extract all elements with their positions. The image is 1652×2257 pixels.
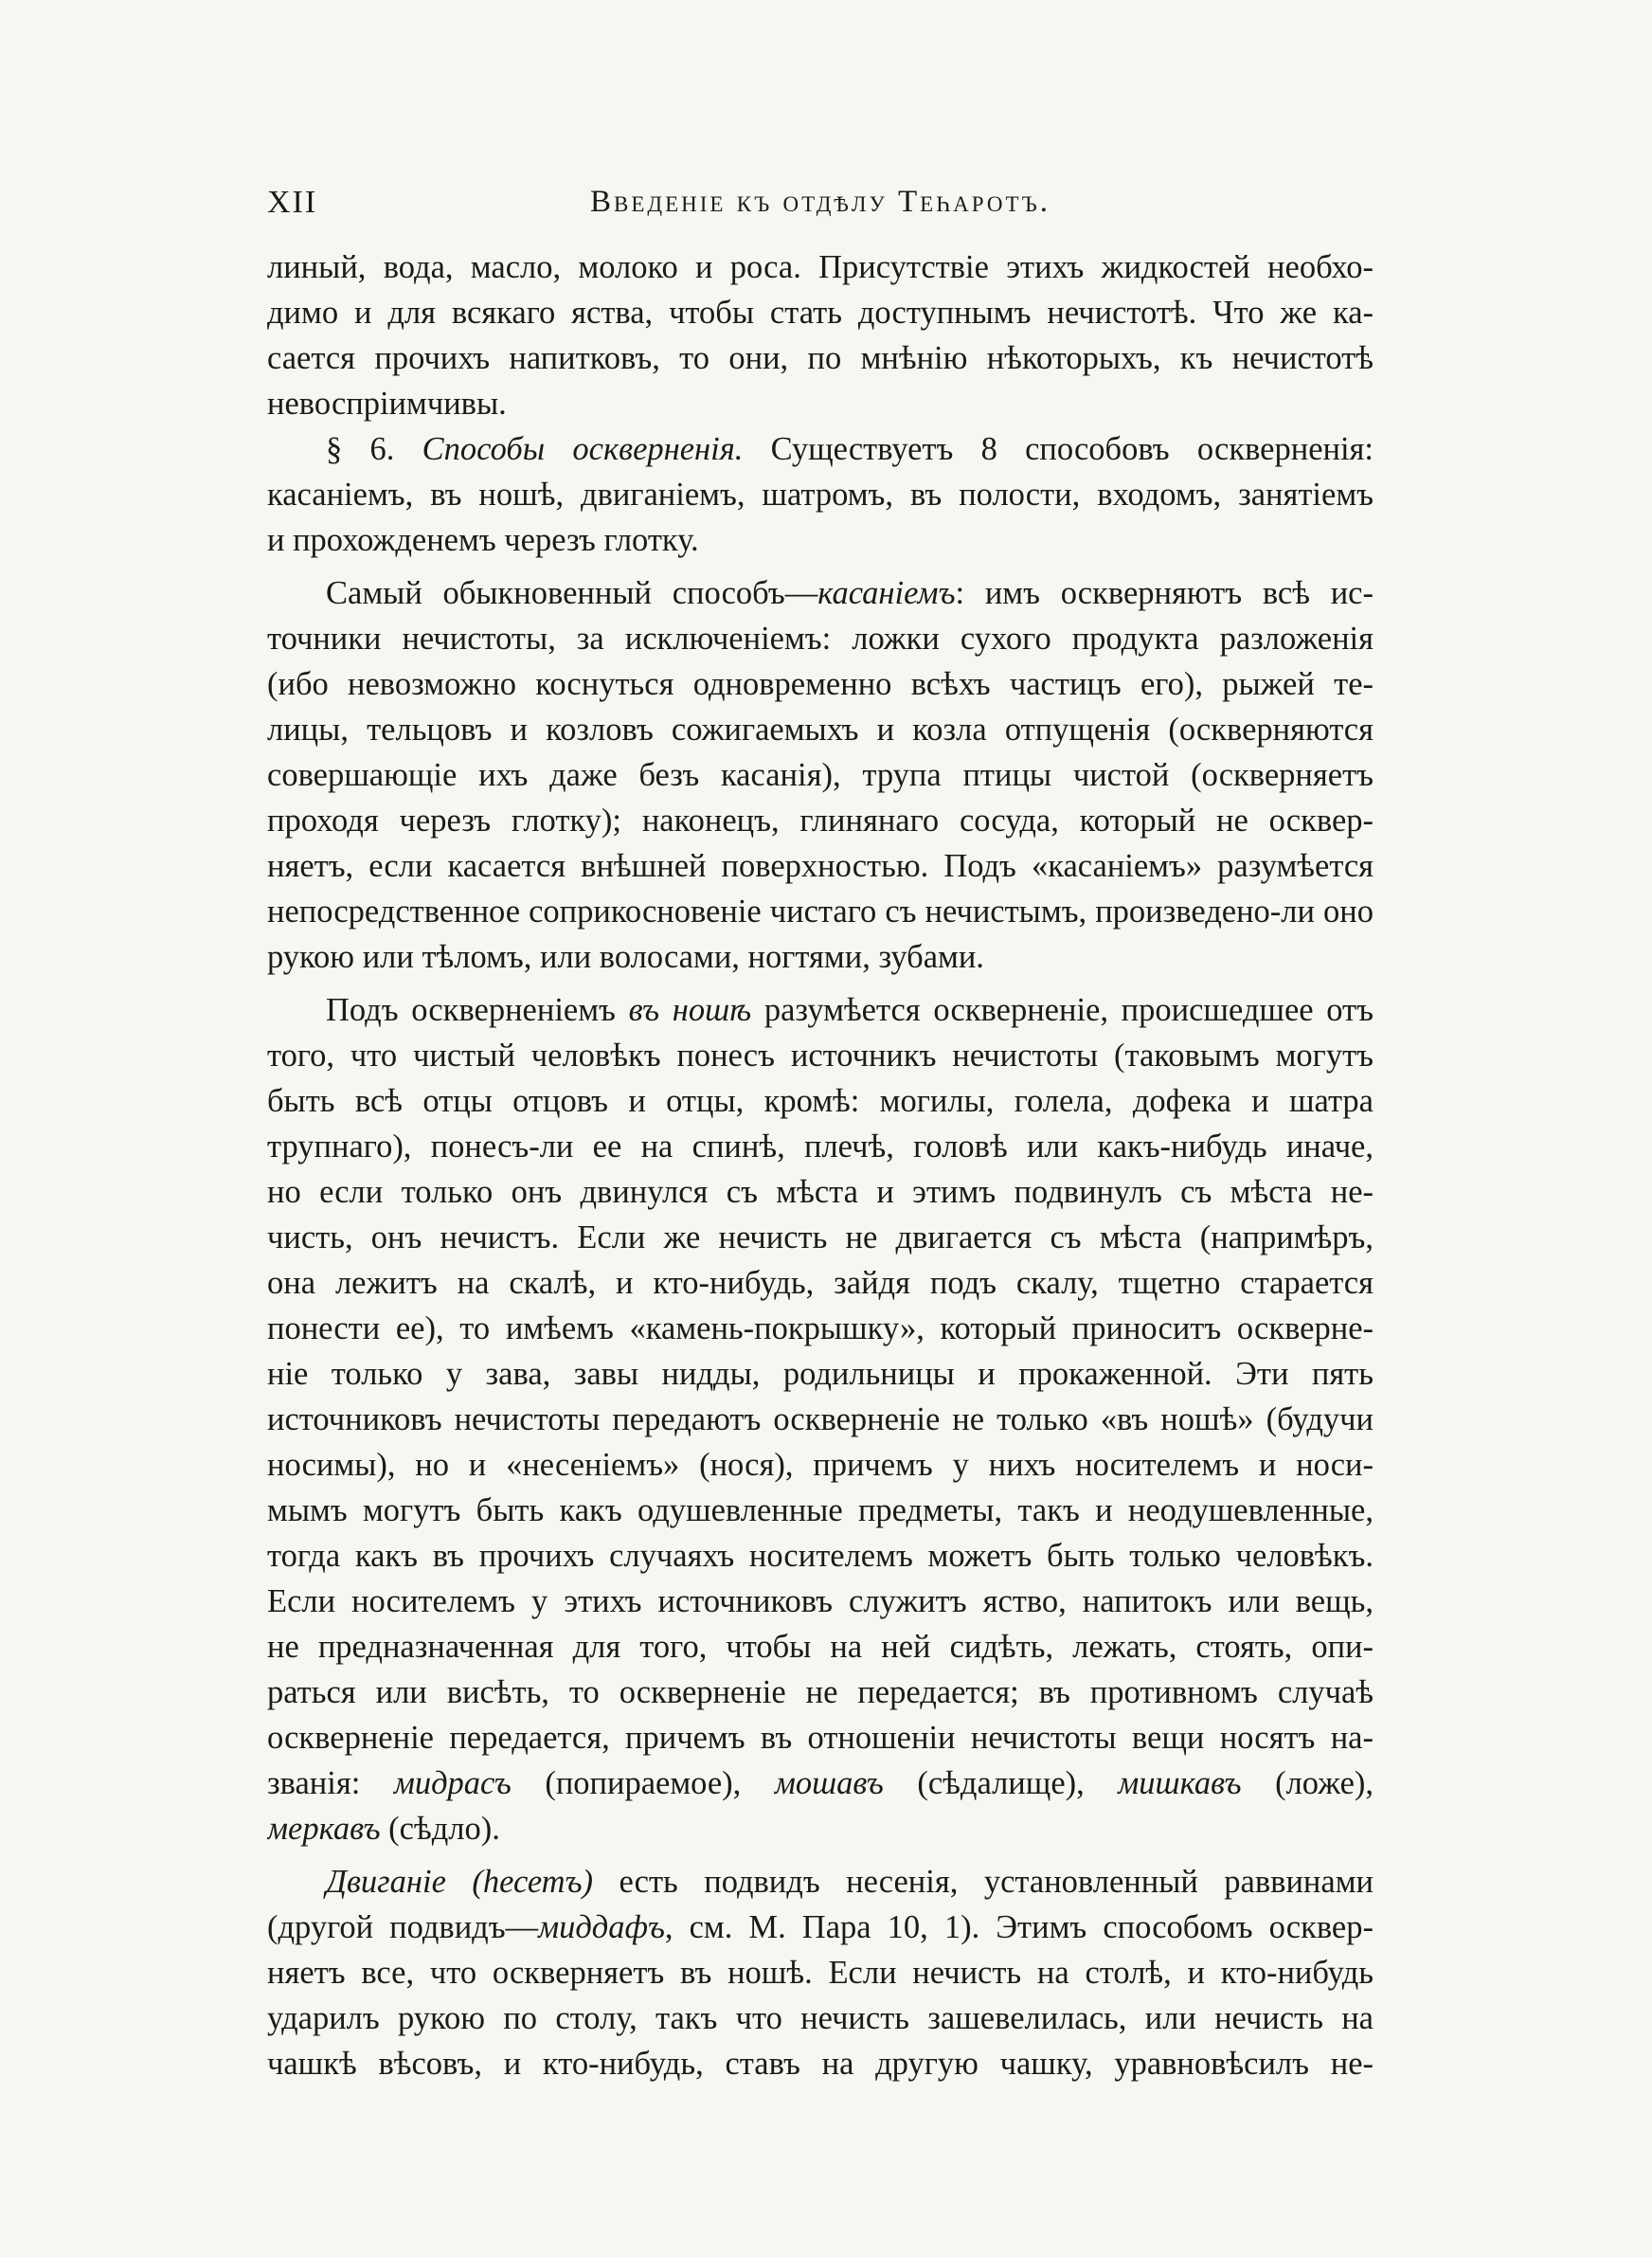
- text-segment: (ибо невозможно коснуться одновременно всѣхъ частицъ его), рыжей те-: [267, 666, 1374, 702]
- text-segment: няетъ все, что оскверняетъ въ ношѣ. Если нечисть на столѣ, и кто-нибудь: [267, 1955, 1374, 1991]
- text-line: [267, 1624, 1374, 1670]
- text-line: [267, 1397, 1374, 1442]
- running-title: Введеніе къ отдѣлу Теһаротъ.: [590, 185, 1050, 219]
- page-header: [267, 185, 1374, 232]
- text-line: [267, 1306, 1374, 1351]
- text-segment: проходя черезъ глотку); наконецъ, глинянаго сосуда, который не осквер-: [267, 803, 1374, 839]
- text-segment: трупнаго), понесъ-ли ее на спинѣ, плечѣ, головѣ или какъ-нибудь иначе,: [267, 1128, 1374, 1165]
- text-segment: (другой подвидъ—: [267, 1909, 539, 1945]
- text-line: [267, 889, 1374, 934]
- text-segment: няетъ, если касается внѣшней поверхностью. Подъ «касаніемъ» разумѣется: [267, 848, 1374, 884]
- text-line: [267, 1124, 1374, 1169]
- text-segment: чашкѣ вѣсовъ, и кто-нибудь, ставъ на другую чашку, уравновѣсилъ не-: [267, 2046, 1374, 2082]
- text-line: [267, 1442, 1374, 1488]
- text-segment: невоспріимчивы.: [267, 386, 507, 422]
- text-line: [267, 1260, 1374, 1306]
- text-line: [267, 1806, 1374, 1851]
- text-segment: понести ее), то имѣемъ «камень-покрышку», который приноситъ осквернe-: [267, 1310, 1374, 1346]
- text-segment: званія:: [267, 1765, 394, 1801]
- text-segment: Самый обыкновенный способъ—: [326, 575, 818, 611]
- text-segment: есть подвидъ несенія, установленный раввинами: [593, 1864, 1374, 1900]
- text-segment: Если носителемъ у этихъ источниковъ служитъ яство, напитокъ или вещь,: [267, 1583, 1374, 1619]
- text-segment: разумѣется оскверненіе, происшедшее отъ: [751, 992, 1374, 1028]
- text-segment: раться или висѣть, то оскверненіе не передается; въ противномъ случаѣ: [267, 1674, 1374, 1710]
- text-line: [267, 335, 1374, 381]
- page-number: XII: [267, 185, 318, 220]
- text-segment: § 6.: [326, 431, 422, 467]
- text-segment: ніе только у зава, завы нидды, родильницы и прокаженной. Эти пять: [267, 1356, 1374, 1392]
- italic-term: мошавъ: [774, 1765, 884, 1801]
- text-line: [267, 381, 1374, 426]
- text-segment: (ложе),: [1241, 1765, 1374, 1801]
- italic-term: мидрасъ: [393, 1765, 512, 1801]
- text-line: [267, 1215, 1374, 1260]
- text-line: [267, 752, 1374, 798]
- text-segment: не предназначенная для того, чтобы на ней сидѣть, лежать, стоять, опи-: [267, 1629, 1374, 1665]
- text-line: [267, 1351, 1374, 1397]
- text-segment: источниковъ нечистоты передаютъ оскверненіе не только «въ ношѣ» (будучи: [267, 1401, 1374, 1437]
- italic-term: въ ношѣ: [628, 992, 752, 1028]
- text-segment: лицы, тельцовъ и козловъ сожигаемыхъ и козла отпущенія (оскверняются: [267, 712, 1374, 748]
- text-line: [267, 1169, 1374, 1215]
- text-segment: линый, вода, масло, молоко и роса. Присутствіе этихъ жидкостей необхо-: [267, 249, 1374, 285]
- italic-term: касаніемъ: [817, 575, 956, 611]
- text-segment: касаніемъ, въ ношѣ, двиганіемъ, шатромъ, въ полости, входомъ, занятіемъ: [267, 477, 1374, 513]
- text-segment: сается прочихъ напитковъ, то они, по мнѣнію нѣкоторыхъ, къ нечистотѣ: [267, 340, 1374, 376]
- text-line: [267, 1033, 1374, 1078]
- text-segment: мымъ могутъ быть какъ одушевленные предметы, такъ и неодушевленные,: [267, 1492, 1374, 1528]
- text-segment: совершающіе ихъ даже безъ касанія), трупа птицы чистой (оскверняетъ: [267, 757, 1374, 793]
- text-segment: (сѣдалище),: [883, 1765, 1119, 1801]
- text-line: [267, 517, 1374, 563]
- text-segment: Подъ оскверненіемъ: [326, 992, 629, 1028]
- text-segment: тогда какъ въ прочихъ случаяхъ носителемъ можетъ быть только человѣкъ.: [267, 1538, 1374, 1574]
- text-segment: Существуетъ 8 способовъ оскверненія:: [743, 431, 1374, 467]
- text-segment: : имъ оскверняютъ всѣ ис-: [955, 575, 1374, 611]
- text-line: [267, 1715, 1374, 1760]
- text-line: [267, 1533, 1374, 1579]
- text-line: [267, 570, 1374, 616]
- text-line: [267, 616, 1374, 661]
- text-line: [267, 1670, 1374, 1715]
- text-line: [267, 472, 1374, 517]
- text-segment: быть всѣ отцы отцовъ и отцы, кромѣ: могилы, голела, дофека и шатра: [267, 1083, 1374, 1119]
- text-segment: димо и для всякаго яства, чтобы стать доступнымъ нечистотѣ. Что же ка-: [267, 295, 1374, 331]
- italic-term: мишкавъ: [1118, 1765, 1242, 1801]
- text-segment: непосредственное соприкосновеніе чистаго съ нечистымъ, произведено-ли оно: [267, 894, 1374, 930]
- text-line: [267, 987, 1374, 1033]
- text-line: [267, 798, 1374, 843]
- text-line: [267, 661, 1374, 707]
- italic-term: Способы оскверненія.: [422, 431, 744, 467]
- text-line: [267, 1488, 1374, 1533]
- text-line: [267, 1859, 1374, 1905]
- text-line: [267, 1995, 1374, 2041]
- text-segment: рукою или тѣломъ, или волосами, ногтями, зубами.: [267, 939, 984, 975]
- text-line: [267, 244, 1374, 290]
- text-segment: и прохожденемъ черезъ глотку.: [267, 522, 699, 558]
- text-line: [267, 1950, 1374, 1995]
- italic-term: Двиганіе (һесетъ): [326, 1864, 593, 1900]
- text-line: [267, 1760, 1374, 1806]
- text-segment: но если только онъ двинулся съ мѣста и этимъ подвинулъ съ мѣста не-: [267, 1174, 1374, 1210]
- text-line: [267, 426, 1374, 472]
- text-segment: она лежитъ на скалѣ, и кто-нибудь, зайдя подъ скалу, тщетно старается: [267, 1265, 1374, 1301]
- body-text: [267, 244, 1374, 2086]
- text-line: [267, 290, 1374, 335]
- text-line: [267, 843, 1374, 889]
- text-segment: точники нечистоты, за исключеніемъ: ложки сухого продукта разложенія: [267, 621, 1374, 657]
- text-segment: носимы), но и «несеніемъ» (нося), причемъ у нихъ носителемъ и носи-: [267, 1447, 1374, 1483]
- text-line: [267, 1078, 1374, 1124]
- text-line: [267, 1905, 1374, 1950]
- text-line: [267, 934, 1374, 980]
- text-segment: оскверненіе передается, причемъ въ отношеніи нечистоты вещи носятъ на-: [267, 1720, 1374, 1756]
- italic-term: миддафъ: [538, 1909, 665, 1945]
- text-segment: , см. М. Пара 10, 1). Этимъ способомъ осквер-: [664, 1909, 1374, 1945]
- italic-term: меркавъ: [267, 1811, 381, 1847]
- text-segment: ударилъ рукою по столу, такъ что нечисть зашевелилась, или нечисть на: [267, 2000, 1374, 2036]
- text-line: [267, 707, 1374, 752]
- text-segment: (сѣдло).: [380, 1811, 500, 1847]
- text-segment: того, что чистый человѣкъ понесъ источникъ нечистоты (таковымъ могутъ: [267, 1038, 1374, 1074]
- text-line: [267, 2041, 1374, 2086]
- text-segment: чисть, онъ нечистъ. Если же нечисть не двигается съ мѣста (напримѣръ,: [267, 1219, 1374, 1255]
- text-segment: (попираемое),: [511, 1765, 775, 1801]
- text-line: [267, 1579, 1374, 1624]
